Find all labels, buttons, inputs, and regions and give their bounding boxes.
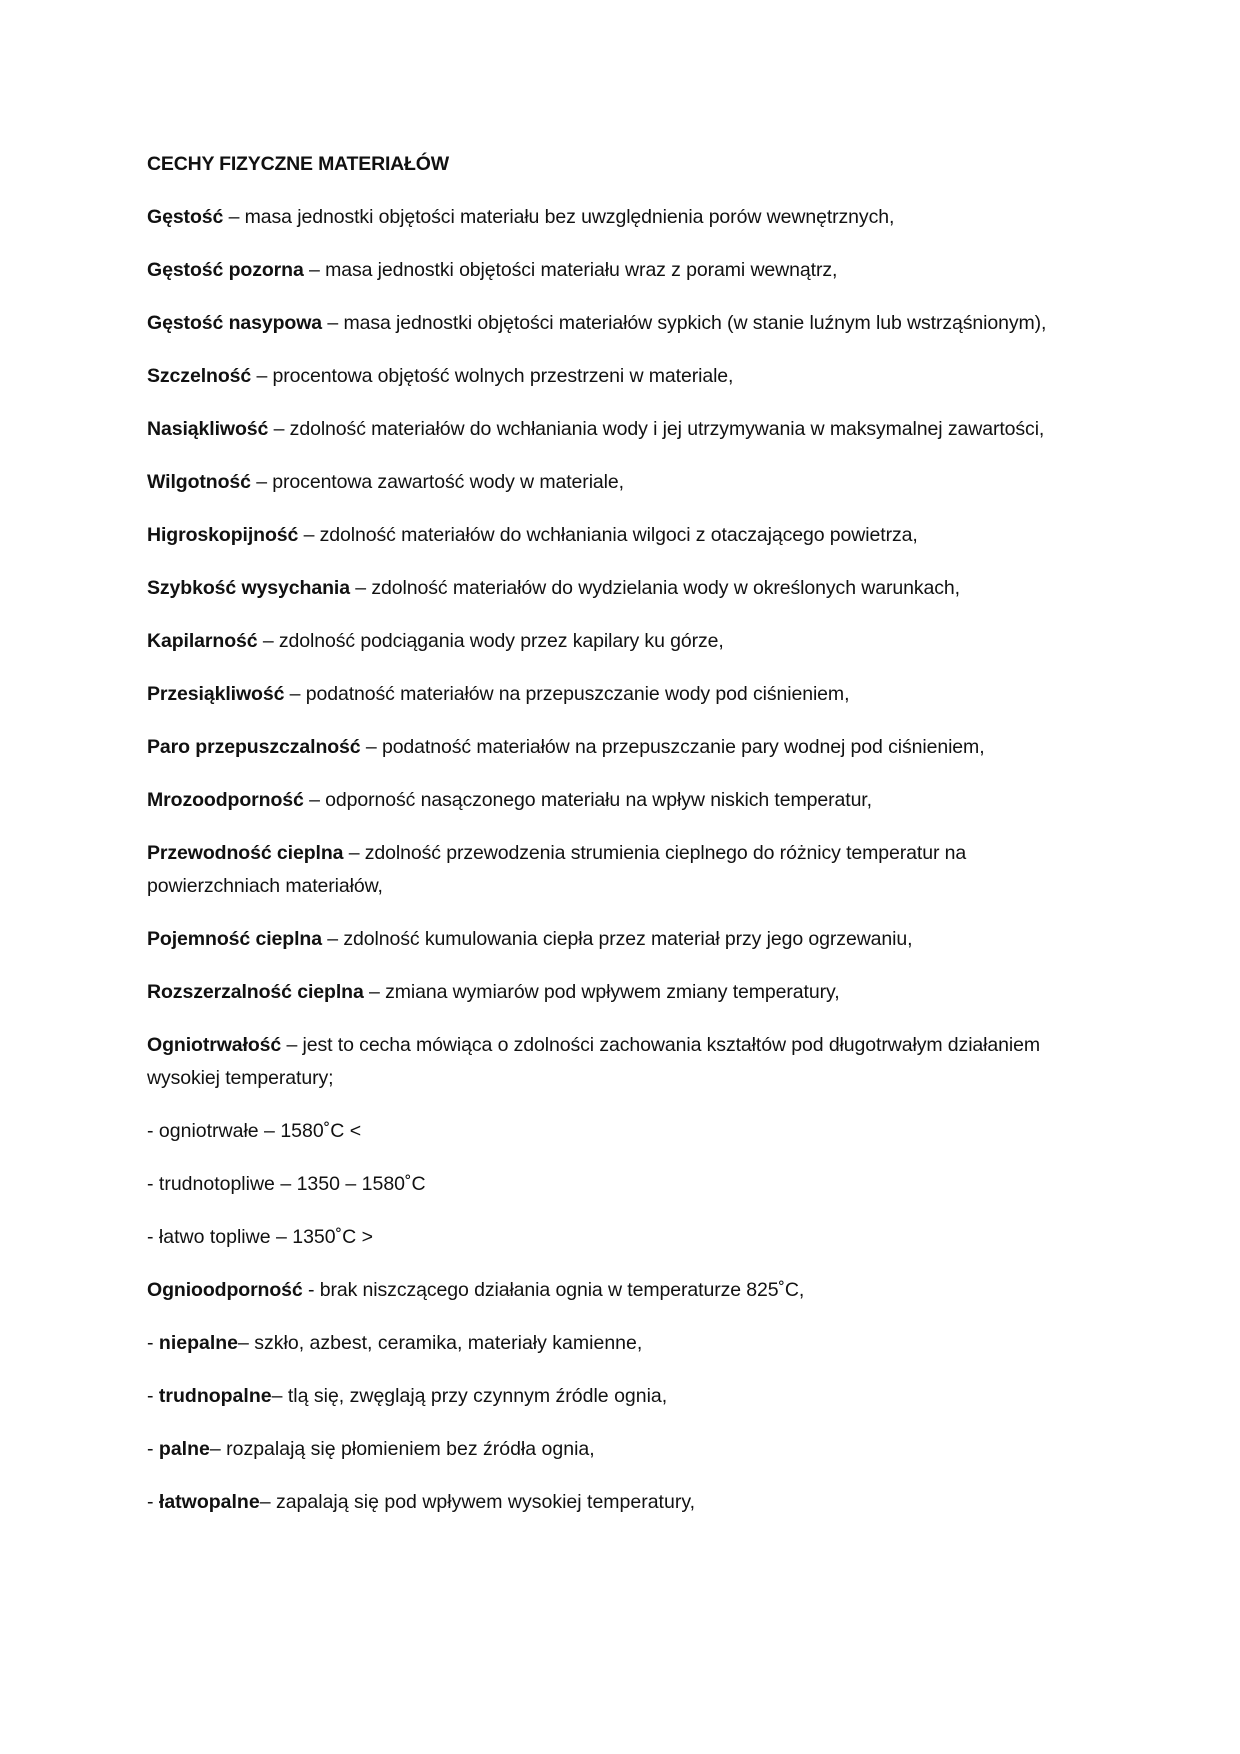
- definition-permeability: [147, 678, 1047, 711]
- definition: – zmiana wymiarów pod wpływem zmiany temperatury,: [363, 981, 840, 1003]
- definition-capillarity: [147, 625, 1047, 658]
- list-prefix: -: [147, 1438, 159, 1460]
- term: Rozszerzalność cieplna: [147, 981, 364, 1003]
- term: Szczelność: [147, 365, 252, 387]
- definition: – masa jednostki objętości materiałów sypkich (w stanie luźnym lub wstrząśnionym),: [322, 312, 1047, 334]
- term: Gęstość: [147, 206, 224, 228]
- definition: – zdolność materiałów do wchłaniania wilgoci z otaczającego powietrza,: [298, 524, 918, 546]
- list-prefix: -: [147, 1385, 159, 1407]
- definition: – zdolność kumulowania ciepła przez materiał przy jego ogrzewaniu,: [321, 928, 913, 950]
- definition: – procentowa zawartość wody w materiale,: [250, 471, 624, 493]
- term: niepalne: [158, 1332, 239, 1354]
- definition-moisture: [147, 466, 1047, 499]
- term: Przesiąkliwość: [147, 683, 285, 705]
- term: Gęstość pozorna: [147, 259, 304, 281]
- definition-frost-resistance: [147, 784, 1047, 817]
- definition: - brak niszczącego działania ognia w temperaturze 825˚C,: [302, 1279, 805, 1301]
- list-item-flammable: [147, 1433, 1047, 1466]
- term: Mrozoodporność: [147, 789, 304, 811]
- definition-vapor-permeability: [147, 731, 1047, 764]
- list-prefix: -: [147, 1491, 159, 1513]
- definition: – masa jednostki objętości materiału wraz z porami wewnątrz,: [303, 259, 838, 281]
- term: Wilgotność: [147, 471, 251, 493]
- term: trudnopalne: [158, 1385, 272, 1407]
- definition: – procentowa objętość wolnych przestrzeni w materiale,: [251, 365, 734, 387]
- definition: – zdolność materiałów do wydzielania wody w określonych warunkach,: [349, 577, 960, 599]
- document-body: [147, 148, 1047, 1539]
- term: Nasiąkliwość: [147, 418, 269, 440]
- definition-absorbability: [147, 413, 1047, 446]
- list-item-hardly-flammable: [147, 1380, 1047, 1413]
- definition-density: [147, 201, 1047, 234]
- list-item-non-flammable: [147, 1327, 1047, 1360]
- term: Ogniotrwałość: [147, 1034, 282, 1056]
- term: Przewodność cieplna: [147, 842, 344, 864]
- definition: – jest to cecha mówiąca o zdolności zachowania kształtów pod długotrwałym działaniem wysokiej temperatury;: [147, 1034, 1041, 1089]
- term: Kapilarność: [147, 630, 258, 652]
- term: Ognioodporność: [147, 1279, 303, 1301]
- definition: – tlą się, zwęglają przy czynnym źródle ognia,: [271, 1385, 668, 1407]
- definition-thermal-expansion: [147, 976, 1047, 1009]
- definition-drying-rate: [147, 572, 1047, 605]
- definition: – zdolność podciągania wody przez kapilary ku górze,: [257, 630, 724, 652]
- definition-heat-capacity: [147, 923, 1047, 956]
- list-item-hard-fusible: - trudnotopliwe – 1350 – 1580˚C: [147, 1173, 426, 1195]
- definition-hygroscopicity: [147, 519, 1047, 552]
- list-item-refractory: - ogniotrwałe – 1580˚C <: [147, 1120, 362, 1142]
- definition-fire-resistance: [147, 1274, 1047, 1307]
- definition: – zdolność przewodzenia strumienia cieplnego do różnicy temperatur na powierzchniach materiałów,: [147, 842, 967, 897]
- list-item-easy-fusible: - łatwo topliwe – 1350˚C >: [147, 1226, 373, 1248]
- term: Paro przepuszczalność: [147, 736, 361, 758]
- definition: – rozpalają się płomieniem bez źródła ognia,: [209, 1438, 595, 1460]
- definition: – podatność materiałów na przepuszczanie pary wodnej pod ciśnieniem,: [360, 736, 985, 758]
- definition: – masa jednostki objętości materiału bez uwzględnienia porów wewnętrznych,: [223, 206, 895, 228]
- definition-bulk-density: [147, 307, 1047, 340]
- term: palne: [158, 1438, 210, 1460]
- term: Gęstość nasypowa: [147, 312, 323, 334]
- definition-thermal-conductivity: [147, 837, 1047, 903]
- list-item-highly-flammable: [147, 1486, 1047, 1519]
- definition: – zapalają się pod wpływem wysokiej temperatury,: [259, 1491, 696, 1513]
- definition: – odporność nasączonego materiału na wpływ niskich temperatur,: [303, 789, 872, 811]
- definition-tightness: [147, 360, 1047, 393]
- definition: – zdolność materiałów do wchłaniania wody i jej utrzymywania w maksymalnej zawartości,: [268, 418, 1045, 440]
- list-prefix: -: [147, 1332, 159, 1354]
- term: Szybkość wysychania: [147, 577, 350, 599]
- definition-apparent-density: [147, 254, 1047, 287]
- definition: – szkło, azbest, ceramika, materiały kamienne,: [238, 1332, 643, 1354]
- definition: – podatność materiałów na przepuszczanie wody pod ciśnieniem,: [284, 683, 850, 705]
- definition-refractoriness: [147, 1029, 1047, 1095]
- term: Pojemność cieplna: [147, 928, 322, 950]
- term: Higroskopijność: [147, 524, 299, 546]
- document-title: CECHY FIZYCZNE MATERIAŁÓW: [147, 153, 449, 175]
- term: łatwopalne: [158, 1491, 260, 1513]
